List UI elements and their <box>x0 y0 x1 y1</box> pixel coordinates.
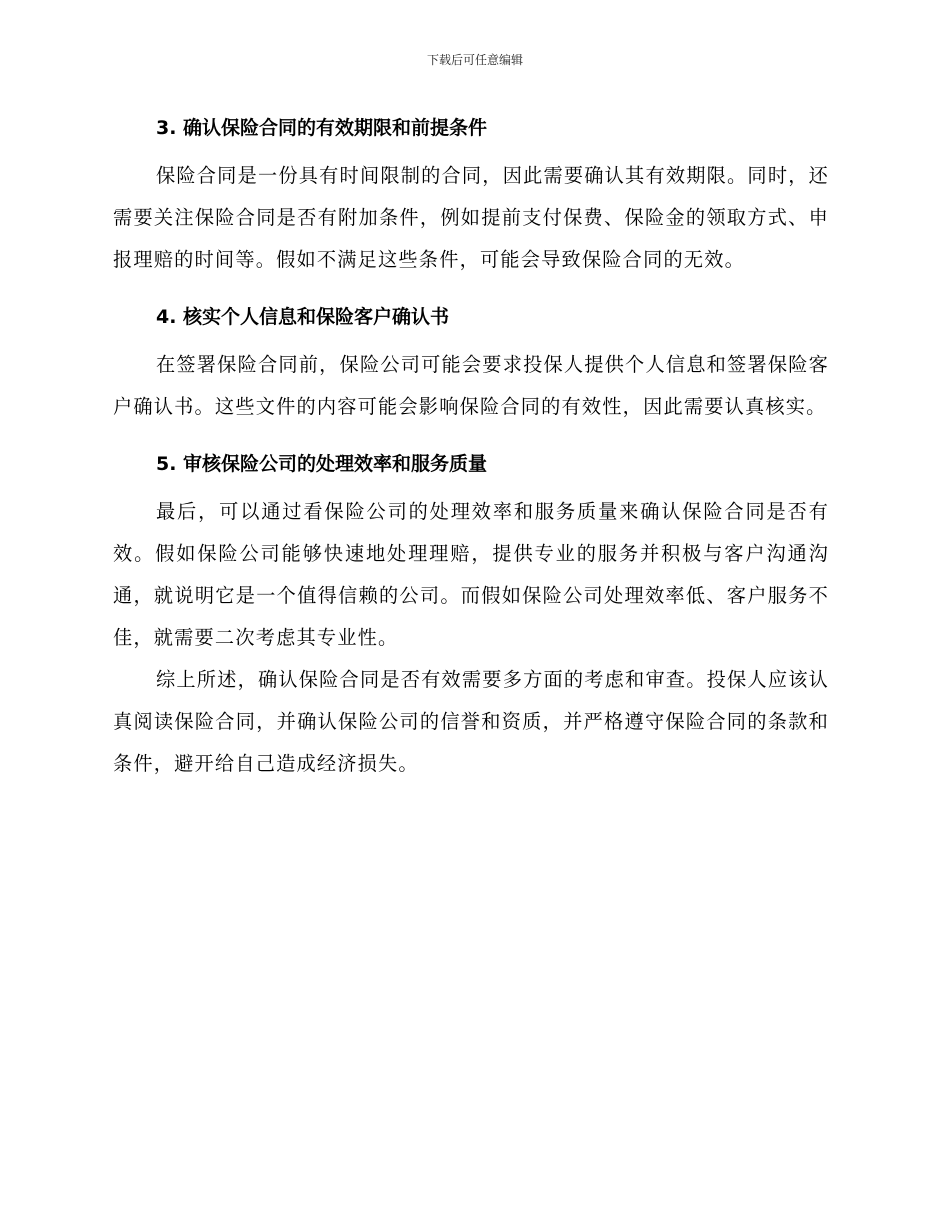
section-heading-4: 4. 核实个人信息和保险客户确认书 <box>156 306 450 328</box>
conclusion-paragraph: 综上所述，确认保险合同是否有效需要多方面的考虑和审查。投保人应该认真阅读保险合同，并确认保险公司的信誉和资质，并严格遵守保险合同的条款和条件，避开给自己造成经济损失。 <box>113 668 829 775</box>
section-paragraph-5: 最后，可以通过看保险公司的处理效率和服务质量来确认保险合同是否有效。假如保险公司能够快速地处理理赔，提供专业的服务并积极与客户沟通沟通，就说明它是一个值得信赖的公司。而假如保险公司处理效率低、客户服务不佳，就需要二次考虑其专业性。 <box>113 500 829 649</box>
section-heading-5: 5. 审核保险公司的处理效率和服务质量 <box>156 453 488 475</box>
section-paragraph-4: 在签署保险合同前，保险公司可能会要求投保人提供个人信息和签署保险客户确认书。这些文件的内容可能会影响保险合同的有效性，因此需要认真核实。 <box>113 353 829 418</box>
section-paragraph-3: 保险合同是一份具有时间限制的合同，因此需要确认其有效期限。同时，还需要关注保险合同是否有附加条件，例如提前支付保费、保险金的领取方式、申报理赔的时间等。假如不满足这些条件，可能会导致保险合同的无效。 <box>113 164 829 271</box>
section-heading-3: 3. 确认保险合同的有效期限和前提条件 <box>156 117 488 139</box>
page-header: 下载后可任意编辑 <box>426 53 523 67</box>
document-body <box>113 110 829 785</box>
